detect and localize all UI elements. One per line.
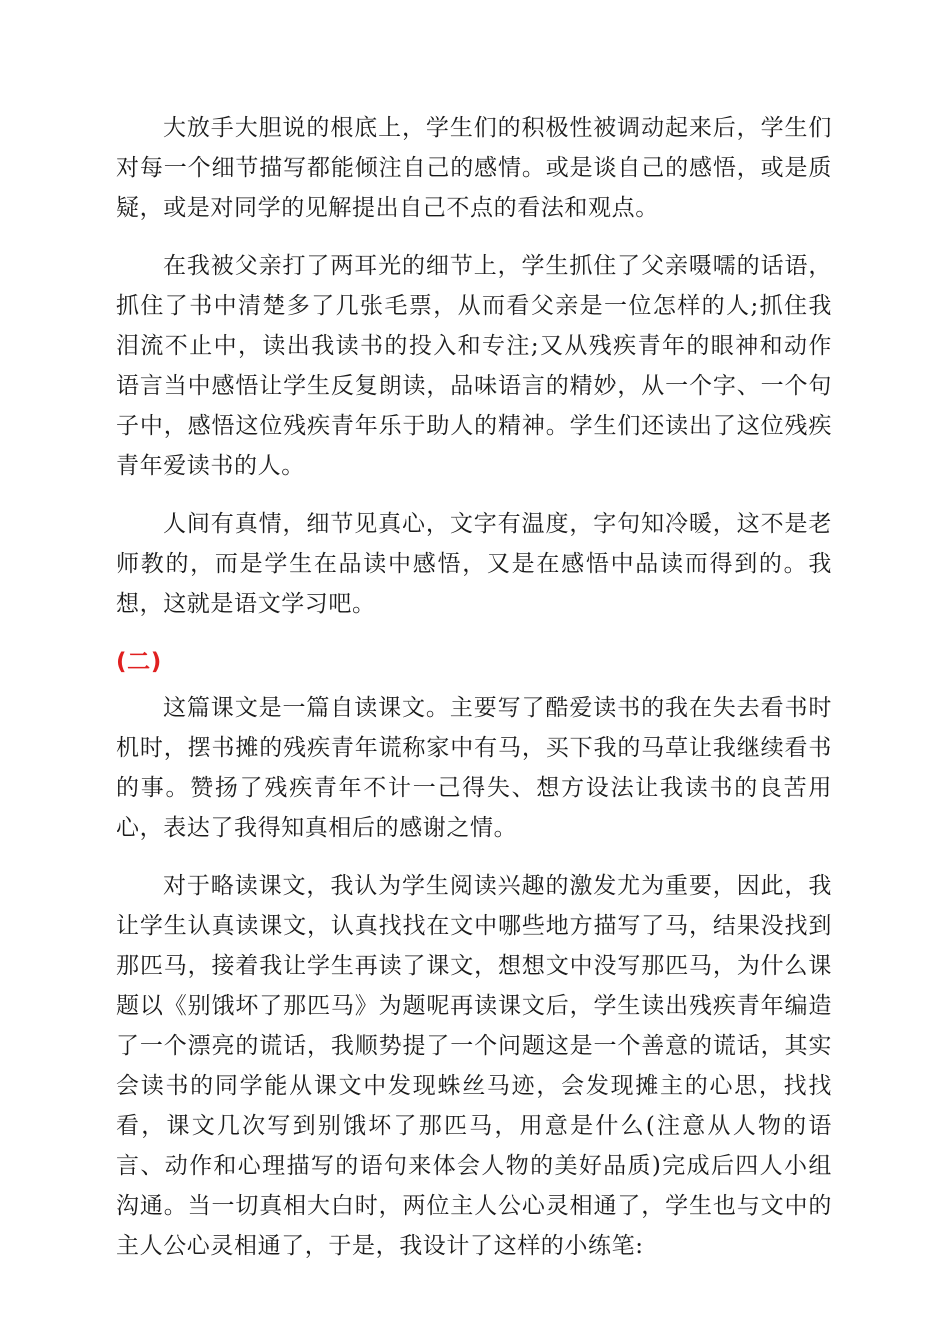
paragraph: 大放手大胆说的根底上，学生们的积极性被调动起来后，学生们对每一个细节描写都能倾注自己的感情。或是谈自己的感悟，或是质疑，或是对同学的见解提出自己不点的看法和观点。 <box>116 115 832 221</box>
paragraph: 对于略读课文，我认为学生阅读兴趣的激发尤为重要，因此，我让学生认真读课文，认真找找在文中哪些地方描写了马，结果没找到那匹马，接着我让学生再读了课文，想想文中没写那匹马，为什么课题以《别饿坏了那匹马》为题呢再读课文后，学生读出残疾青年编造了一个漂亮的谎话，我顺势提了一个问题这是一个善意的谎话，其实会读书的同学能从课文中发现蛛丝马迹，会发现摊主的心思，找找看，课文几次写到别饿坏了那匹马，用意是什么(注意从人物的语言、动作和心理描写的语句来体会人物的美好品质)完成后四人小组沟通。当一切真相大白时，两位主人公心灵相通了，学生也与文中的主人公心灵相通了，于是，我设计了这样的小练笔: <box>116 873 832 1259</box>
paragraph: 这篇课文是一篇自读课文。主要写了酷爱读书的我在失去看书时机时，摆书摊的残疾青年谎称家中有马，买下我的马草让我继续看书的事。赞扬了残疾青年不计一己得失、想方设法让我读书的良苦用心，表达了我得知真相后的感谢之情。 <box>116 695 832 841</box>
document-body <box>116 108 832 1284</box>
paragraph: 人间有真情，细节见真心，文字有温度，字句知冷暖，这不是老师教的，而是学生在品读中感悟，又是在感悟中品读而得到的。我想，这就是语文学习吧。 <box>116 511 832 617</box>
paragraph: 在我被父亲打了两耳光的细节上，学生抓住了父亲嗫嚅的话语，抓住了书中清楚多了几张毛票，从而看父亲是一位怎样的人;抓住我泪流不止中，读出我读书的投入和专注;又从残疾青年的眼神和动作语言当中感悟让学生反复朗读，品味语言的精妙，从一个字、一个句子中，感悟这位残疾青年乐于助人的精神。学生们还读出了这位残疾青年爱读书的人。 <box>116 253 832 479</box>
section-heading: (二) <box>116 649 162 675</box>
